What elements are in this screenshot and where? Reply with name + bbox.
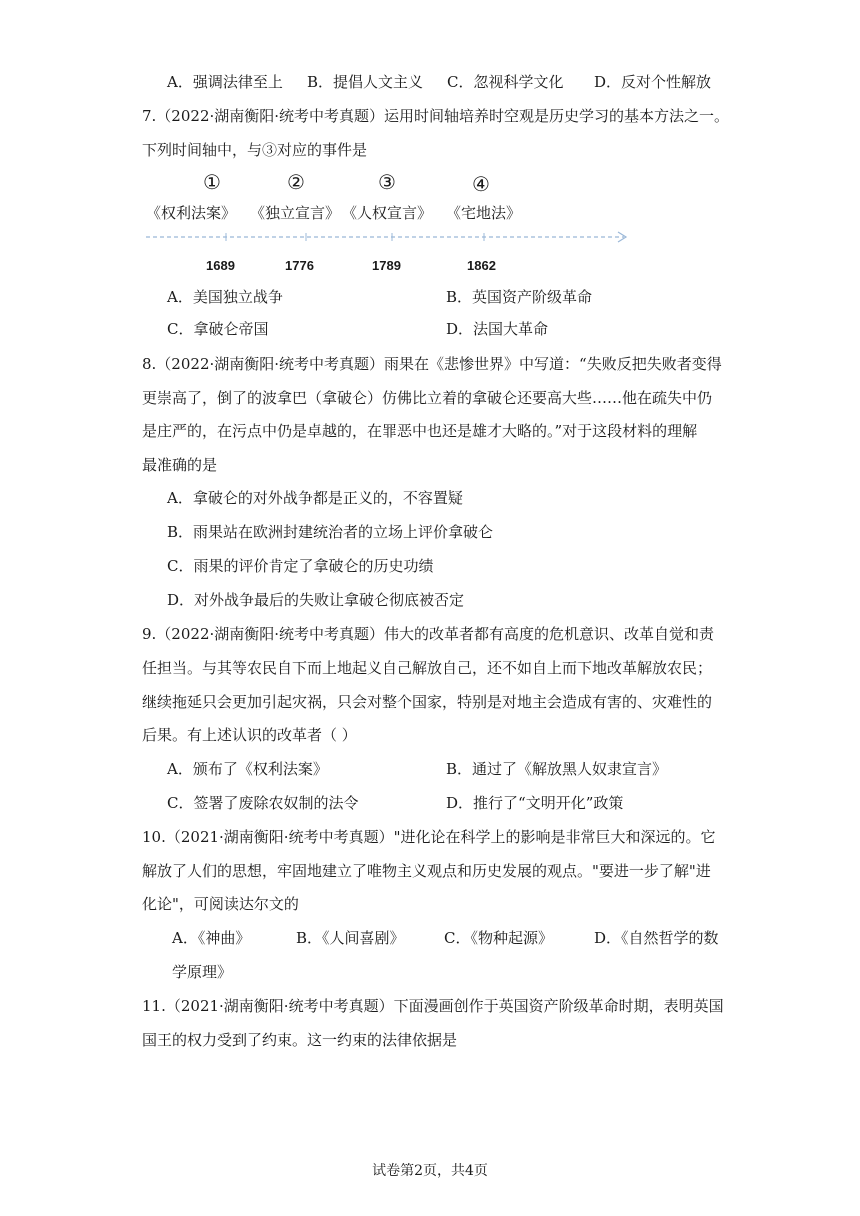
q9-stem-line3: 继续拖延只会更加引起灾祸，只会对整个国家，特别是对地主会造成有害的、灾难性的	[142, 693, 713, 711]
q11-stem-line1: 11.（2021·湖南衡阳·统考中考真题）下面漫画创作于英国资产阶级革命时期，表明英国	[142, 997, 724, 1015]
q6-option-b: B．提倡人文主义	[307, 73, 424, 91]
q6-option-d: D．反对个性解放	[594, 73, 712, 91]
timeline-doc-3: 《人权宣言》	[342, 204, 433, 222]
q10-option-d: D．《自然哲学的数	[594, 929, 719, 947]
q8-option-a: A．拿破仑的对外战争都是正义的，不容置疑	[167, 489, 463, 507]
q8-stem-line3: 是庄严的，在污点中仍是卓越的，在罪恶中也还是雄才大略的。”对于这段材料的理解	[142, 422, 698, 440]
q8-option-c: C．雨果的评价肯定了拿破仑的历史功绩	[167, 557, 434, 575]
timeline-year-2: 1776	[285, 258, 314, 273]
timeline-year-3: 1789	[372, 258, 401, 273]
timeline-year-1: 1689	[206, 258, 235, 273]
q9-stem-line2: 任担当。与其等农民自下而上地起义自己解放自己，还不如自上而下地改革解放农民；	[142, 659, 713, 677]
q10-option-b: B．《人间喜剧》	[296, 929, 405, 947]
q10-option-d-continued: 学原理》	[172, 963, 233, 981]
timeline-marker-2: ②	[287, 170, 305, 194]
q10-stem-line1: 10.（2021·湖南衡阳·统考中考真题）"进化论在科学上的影响是非常巨大和深远的。它	[142, 828, 716, 846]
q9-stem-line4: 后果。有上述认识的改革者（ ）	[142, 726, 357, 744]
q9-option-d: D．推行了“文明开化”政策	[446, 794, 624, 812]
q7-stem-line1: 7.（2022·湖南衡阳·统考中考真题）运用时间轴培养时空观是历史学习的基本方法之一。	[142, 107, 730, 125]
timeline-marker-1: ①	[203, 170, 221, 194]
q8-stem-line1: 8.（2022·湖南衡阳·统考中考真题）雨果在《悲惨世界》中写道：“失败反把失败者变得	[142, 355, 722, 373]
q10-option-a: A．《神曲》	[172, 929, 251, 947]
q9-option-b: B．通过了《解放黑人奴隶宣言》	[446, 760, 668, 778]
q8-stem-line2: 更崇高了，倒了的波拿巴（拿破仑）仿佛比立着的拿破仑还要高大些……他在疏失中仍	[142, 389, 713, 407]
q9-option-c: C．签署了废除农奴制的法令	[167, 794, 359, 812]
timeline-doc-4: 《宅地法》	[446, 204, 522, 222]
timeline-axis	[146, 230, 632, 244]
page-footer: 试卷第2页，共4页	[372, 1163, 488, 1179]
q8-option-b: B．雨果站在欧洲封建统治者的立场上评价拿破仑	[167, 523, 494, 541]
q10-stem-line3: 化论"，可阅读达尔文的	[142, 895, 299, 913]
timeline-marker-4: ④	[472, 172, 490, 196]
timeline-marker-3: ③	[378, 170, 396, 194]
q7-stem-line2: 下列时间轴中，与③对应的事件是	[142, 141, 368, 159]
q8-option-d: D．对外战争最后的失败让拿破仑彻底被否定	[167, 591, 465, 609]
q9-stem-line1: 9.（2022·湖南衡阳·统考中考真题）伟大的改革者都有高度的危机意识、改革自觉和责	[142, 625, 715, 643]
q10-stem-line2: 解放了人们的思想，牢固地建立了唯物主义观点和历史发展的观点。"要进一步了解"进	[142, 862, 711, 880]
q11-stem-line2: 国王的权力受到了约束。这一约束的法律依据是	[142, 1031, 458, 1049]
q7-option-d: D．法国大革命	[446, 320, 549, 338]
q8-stem-line4: 最准确的是	[142, 456, 218, 474]
q6-option-c: C．忽视科学文化	[447, 73, 564, 91]
q6-option-a: A．强调法律至上	[167, 73, 283, 91]
q9-option-a: A．颁布了《权利法案》	[167, 760, 328, 778]
q7-option-b: B．英国资产阶级革命	[446, 288, 593, 306]
q10-option-c: C．《物种起源》	[444, 929, 553, 947]
timeline-doc-1: 《权利法案》	[146, 204, 237, 222]
q7-option-a: A．美国独立战争	[167, 288, 283, 306]
q7-option-c: C．拿破仑帝国	[167, 320, 269, 338]
timeline-year-4: 1862	[467, 258, 496, 273]
timeline-doc-2: 《独立宣言》	[250, 204, 341, 222]
